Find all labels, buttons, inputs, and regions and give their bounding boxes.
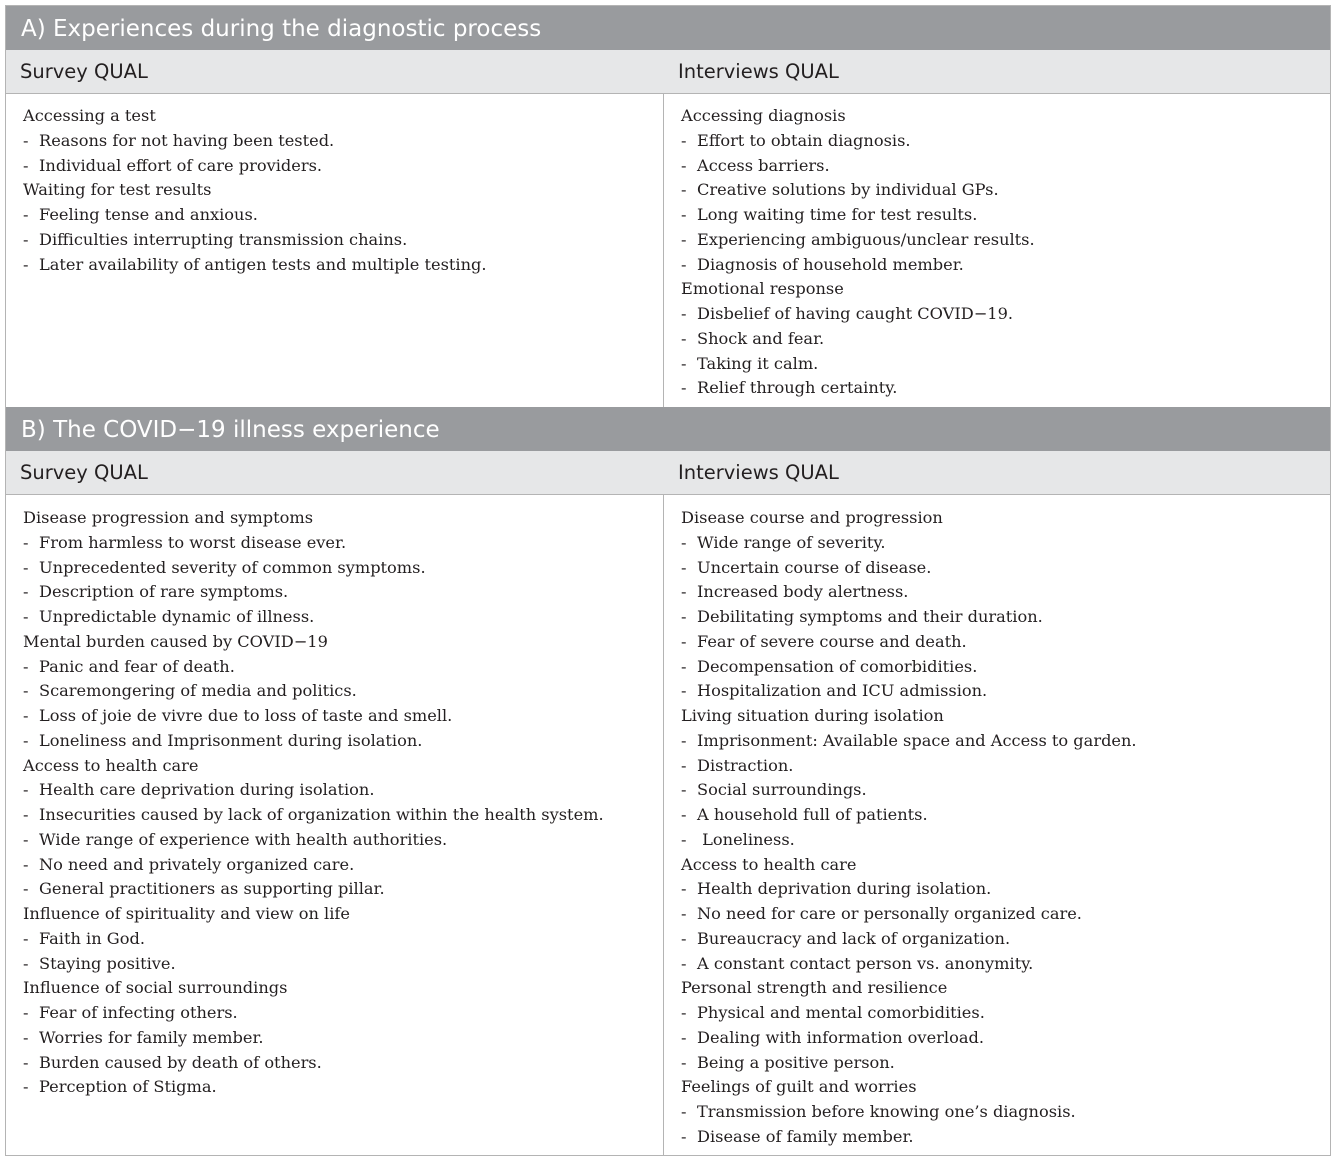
subtheme-item (681, 754, 1330, 779)
subtheme-text: Transmission before knowing one’s diagnosis. (697, 1102, 1076, 1121)
subtheme-text: No need and privately organized care. (39, 854, 355, 874)
theme-heading: Waiting for test results (23, 180, 212, 200)
theme-heading: Influence of social surroundings (23, 978, 288, 998)
subtheme-item (681, 1001, 1330, 1026)
bullet-dash: - (23, 879, 29, 899)
subtheme-item (681, 129, 1330, 154)
section-a-interviews-cell (664, 94, 1330, 407)
section-b-column-headers (6, 451, 1330, 495)
bullet-dash: - (23, 155, 29, 175)
subtheme-text: Creative solutions by individual GPs. (697, 180, 999, 200)
subtheme-text: Health care deprivation during isolation. (39, 780, 375, 800)
bullet-dash: - (681, 1126, 687, 1146)
subtheme-text: Physical and mental comorbidities. (697, 1003, 985, 1022)
subtheme-item (681, 154, 1330, 179)
bullet-dash: - (23, 557, 29, 577)
bullet-dash: - (23, 254, 29, 274)
subtheme-text: Effort to obtain diagnosis. (697, 130, 911, 150)
subtheme-item (681, 679, 1330, 704)
subtheme-text: Scaremongering of media and politics. (39, 681, 357, 701)
subtheme-item (23, 1051, 663, 1076)
subtheme-text: Debilitating symptoms and their duration. (697, 607, 1043, 626)
bullet-dash: - (681, 1003, 687, 1022)
bullet-dash: - (681, 1102, 687, 1121)
subtheme-text: Social surroundings. (697, 780, 867, 800)
bullet-dash: - (681, 780, 687, 800)
subtheme-text: Feeling tense and anxious. (39, 205, 258, 224)
themes-table (5, 5, 1331, 1156)
bullet-dash: - (23, 656, 29, 676)
bullet-dash: - (681, 1027, 687, 1047)
bullet-dash: - (681, 631, 687, 651)
subtheme-text: Imprisonment: Available space and Access to garden. (697, 730, 1137, 750)
subtheme-item (23, 253, 663, 278)
subtheme-text: Being a positive person. (697, 1052, 895, 1072)
theme-heading: Emotional response (681, 279, 844, 299)
subtheme-text: Panic and fear of death. (39, 656, 235, 676)
interviews-qual-header: Interviews QUAL (678, 60, 839, 83)
bullet-dash: - (681, 928, 687, 948)
subtheme-text: Loneliness. (697, 829, 795, 849)
subtheme-item (23, 1026, 663, 1051)
bullet-dash: - (681, 254, 687, 274)
subtheme-text: Faith in God. (39, 928, 145, 948)
subtheme-item (681, 556, 1330, 581)
subtheme-text: Individual effort of care providers. (39, 155, 323, 175)
subtheme-item (23, 877, 663, 902)
bullet-dash: - (681, 953, 687, 973)
bullet-dash: - (23, 928, 29, 948)
subtheme-item (681, 531, 1330, 556)
section-a-survey-cell (6, 94, 664, 407)
bullet-dash: - (23, 953, 29, 973)
bullet-dash: - (23, 1052, 29, 1072)
subtheme-text: Access barriers. (697, 155, 830, 175)
subtheme-item (23, 556, 663, 581)
theme-heading: Access to health care (681, 854, 857, 874)
theme-heading: Access to health care (23, 755, 199, 775)
survey-qual-header: Survey QUAL (20, 60, 148, 83)
subtheme-text: Distraction. (697, 755, 794, 775)
subtheme-text: Hospitalization and ICU admission. (697, 681, 988, 701)
subtheme-text: Loss of joie de vivre due to loss of taste and smell. (39, 706, 453, 725)
bullet-dash: - (23, 582, 29, 602)
subtheme-item (681, 1125, 1330, 1150)
subtheme-item (23, 778, 663, 803)
theme-heading: Influence of spirituality and view on life (23, 904, 350, 923)
subtheme-item (681, 302, 1330, 327)
bullet-dash: - (681, 304, 687, 323)
subtheme-text: Worries for family member. (39, 1027, 264, 1047)
subtheme-text: Relief through certainty. (697, 378, 898, 398)
subtheme-item (681, 655, 1330, 680)
subtheme-text: Loneliness and Imprisonment during isolation. (39, 730, 423, 750)
subtheme-item (681, 1051, 1330, 1076)
subtheme-item (681, 605, 1330, 630)
subtheme-text: Long waiting time for test results. (697, 205, 978, 224)
subtheme-text: From harmless to worst disease ever. (39, 532, 347, 552)
subtheme-text: Staying positive. (39, 953, 176, 973)
subtheme-item (681, 828, 1330, 853)
subtheme-item (23, 203, 663, 228)
subtheme-text: Health deprivation during isolation. (697, 879, 992, 899)
bullet-dash: - (681, 755, 687, 775)
bullet-dash: - (681, 879, 687, 899)
subtheme-item (23, 704, 663, 729)
bullet-dash: - (681, 155, 687, 175)
bullet-dash: - (681, 557, 687, 577)
subtheme-text: Difficulties interrupting transmission chains. (39, 229, 408, 249)
subtheme-text: Disbelief of having caught COVID−19. (697, 304, 1014, 323)
subtheme-item (681, 729, 1330, 754)
bullet-dash: - (23, 805, 29, 824)
bullet-dash: - (681, 805, 687, 824)
subtheme-text: A household full of patients. (697, 805, 928, 824)
theme-heading: Accessing diagnosis (681, 106, 846, 125)
bullet-dash: - (23, 854, 29, 874)
subtheme-text: Fear of infecting others. (39, 1003, 238, 1022)
bullet-dash: - (23, 532, 29, 552)
subtheme-item (681, 203, 1330, 228)
bullet-dash: - (681, 904, 687, 923)
bullet-dash: - (681, 180, 687, 200)
bullet-dash: - (681, 656, 687, 676)
subtheme-text: Uncertain course of disease. (697, 557, 932, 577)
subtheme-item (681, 580, 1330, 605)
bullet-dash: - (23, 829, 29, 849)
bullet-dash: - (681, 532, 687, 552)
bullet-dash: - (681, 229, 687, 249)
bullet-dash: - (23, 1077, 29, 1097)
bullet-dash: - (23, 1003, 29, 1022)
bullet-dash: - (681, 829, 687, 849)
bullet-dash: - (681, 1052, 687, 1072)
subtheme-item (23, 605, 663, 630)
bullet-dash: - (681, 205, 687, 224)
theme-heading: Feelings of guilt and worries (681, 1077, 917, 1097)
bullet-dash: - (23, 706, 29, 725)
subtheme-item (23, 1075, 663, 1100)
section-a-column-headers (6, 50, 1330, 94)
subtheme-text: Burden caused by death of others. (39, 1052, 322, 1072)
subtheme-text: Unpredictable dynamic of illness. (39, 607, 315, 626)
subtheme-item (681, 1100, 1330, 1125)
subtheme-item (681, 352, 1330, 377)
subtheme-item (23, 1001, 663, 1026)
section-b-body (6, 495, 1330, 1155)
section-b-title: B) The COVID−19 illness experience (6, 407, 1330, 451)
subtheme-text: No need for care or personally organized care. (697, 904, 1082, 923)
subtheme-text: Description of rare symptoms. (39, 582, 289, 602)
section-a-body (6, 94, 1330, 407)
bullet-dash: - (23, 681, 29, 701)
subtheme-text: Bureaucracy and lack of organization. (697, 928, 1011, 948)
subtheme-item (23, 531, 663, 556)
subtheme-item (23, 927, 663, 952)
subtheme-item (681, 327, 1330, 352)
bullet-dash: - (681, 353, 687, 373)
section-b-survey-cell (6, 495, 664, 1155)
subtheme-text: Wide range of severity. (697, 532, 886, 552)
subtheme-text: Taking it calm. (697, 353, 819, 373)
subtheme-item (23, 853, 663, 878)
bullet-dash: - (681, 582, 687, 602)
subtheme-text: Wide range of experience with health authorities. (39, 829, 448, 849)
section-b-interviews-cell (664, 495, 1330, 1155)
subtheme-item (681, 630, 1330, 655)
subtheme-text: Shock and fear. (697, 328, 825, 348)
subtheme-item (23, 729, 663, 754)
bullet-dash: - (681, 328, 687, 348)
subtheme-text: Insecurities caused by lack of organization within the health system. (39, 805, 604, 824)
subtheme-item (681, 927, 1330, 952)
section-a-title: A) Experiences during the diagnostic process (6, 6, 1330, 50)
subtheme-item (23, 952, 663, 977)
theme-heading: Living situation during isolation (681, 706, 944, 725)
subtheme-item (23, 580, 663, 605)
subtheme-text: Decompensation of comorbidities. (697, 656, 978, 676)
subtheme-item (681, 376, 1330, 401)
subtheme-item (681, 778, 1330, 803)
subtheme-text: Dealing with information overload. (697, 1027, 984, 1047)
theme-heading: Accessing a test (23, 106, 156, 125)
subtheme-item (23, 803, 663, 828)
subtheme-text: Reasons for not having been tested. (39, 130, 335, 150)
bullet-dash: - (681, 130, 687, 150)
subtheme-item (681, 952, 1330, 977)
bullet-dash: - (23, 205, 29, 224)
subtheme-item (23, 828, 663, 853)
bullet-dash: - (23, 229, 29, 249)
subtheme-item (23, 679, 663, 704)
subtheme-text: Diagnosis of household member. (697, 254, 964, 274)
subtheme-text: A constant contact person vs. anonymity. (697, 953, 1034, 973)
subtheme-text: Experiencing ambiguous/unclear results. (697, 229, 1035, 249)
subtheme-item (681, 1026, 1330, 1051)
bullet-dash: - (23, 130, 29, 150)
subtheme-item (681, 178, 1330, 203)
survey-qual-header: Survey QUAL (20, 461, 148, 484)
subtheme-text: General practitioners as supporting pillar. (39, 879, 385, 899)
subtheme-item (23, 154, 663, 179)
subtheme-text: Later availability of antigen tests and multiple testing. (39, 254, 487, 274)
subtheme-item (681, 228, 1330, 253)
subtheme-text: Unprecedented severity of common symptoms. (39, 557, 426, 577)
bullet-dash: - (681, 378, 687, 398)
interviews-qual-header: Interviews QUAL (678, 461, 839, 484)
bullet-dash: - (23, 730, 29, 750)
bullet-dash: - (681, 681, 687, 701)
subtheme-text: Fear of severe course and death. (697, 631, 967, 651)
theme-heading: Disease course and progression (681, 508, 943, 527)
subtheme-item (23, 228, 663, 253)
theme-heading: Mental burden caused by COVID−19 (23, 631, 328, 651)
theme-heading: Personal strength and resilience (681, 978, 948, 998)
theme-heading: Disease progression and symptoms (23, 508, 314, 527)
subtheme-text: Disease of family member. (697, 1126, 914, 1146)
bullet-dash: - (681, 607, 687, 626)
bullet-dash: - (23, 780, 29, 800)
subtheme-item (681, 253, 1330, 278)
subtheme-text: Increased body alertness. (697, 582, 909, 602)
subtheme-item (681, 877, 1330, 902)
subtheme-text: Perception of Stigma. (39, 1077, 217, 1097)
bullet-dash: - (23, 1027, 29, 1047)
subtheme-item (681, 803, 1330, 828)
bullet-dash: - (681, 730, 687, 750)
subtheme-item (23, 129, 663, 154)
subtheme-item (23, 655, 663, 680)
bullet-dash: - (23, 607, 29, 626)
subtheme-item (681, 902, 1330, 927)
